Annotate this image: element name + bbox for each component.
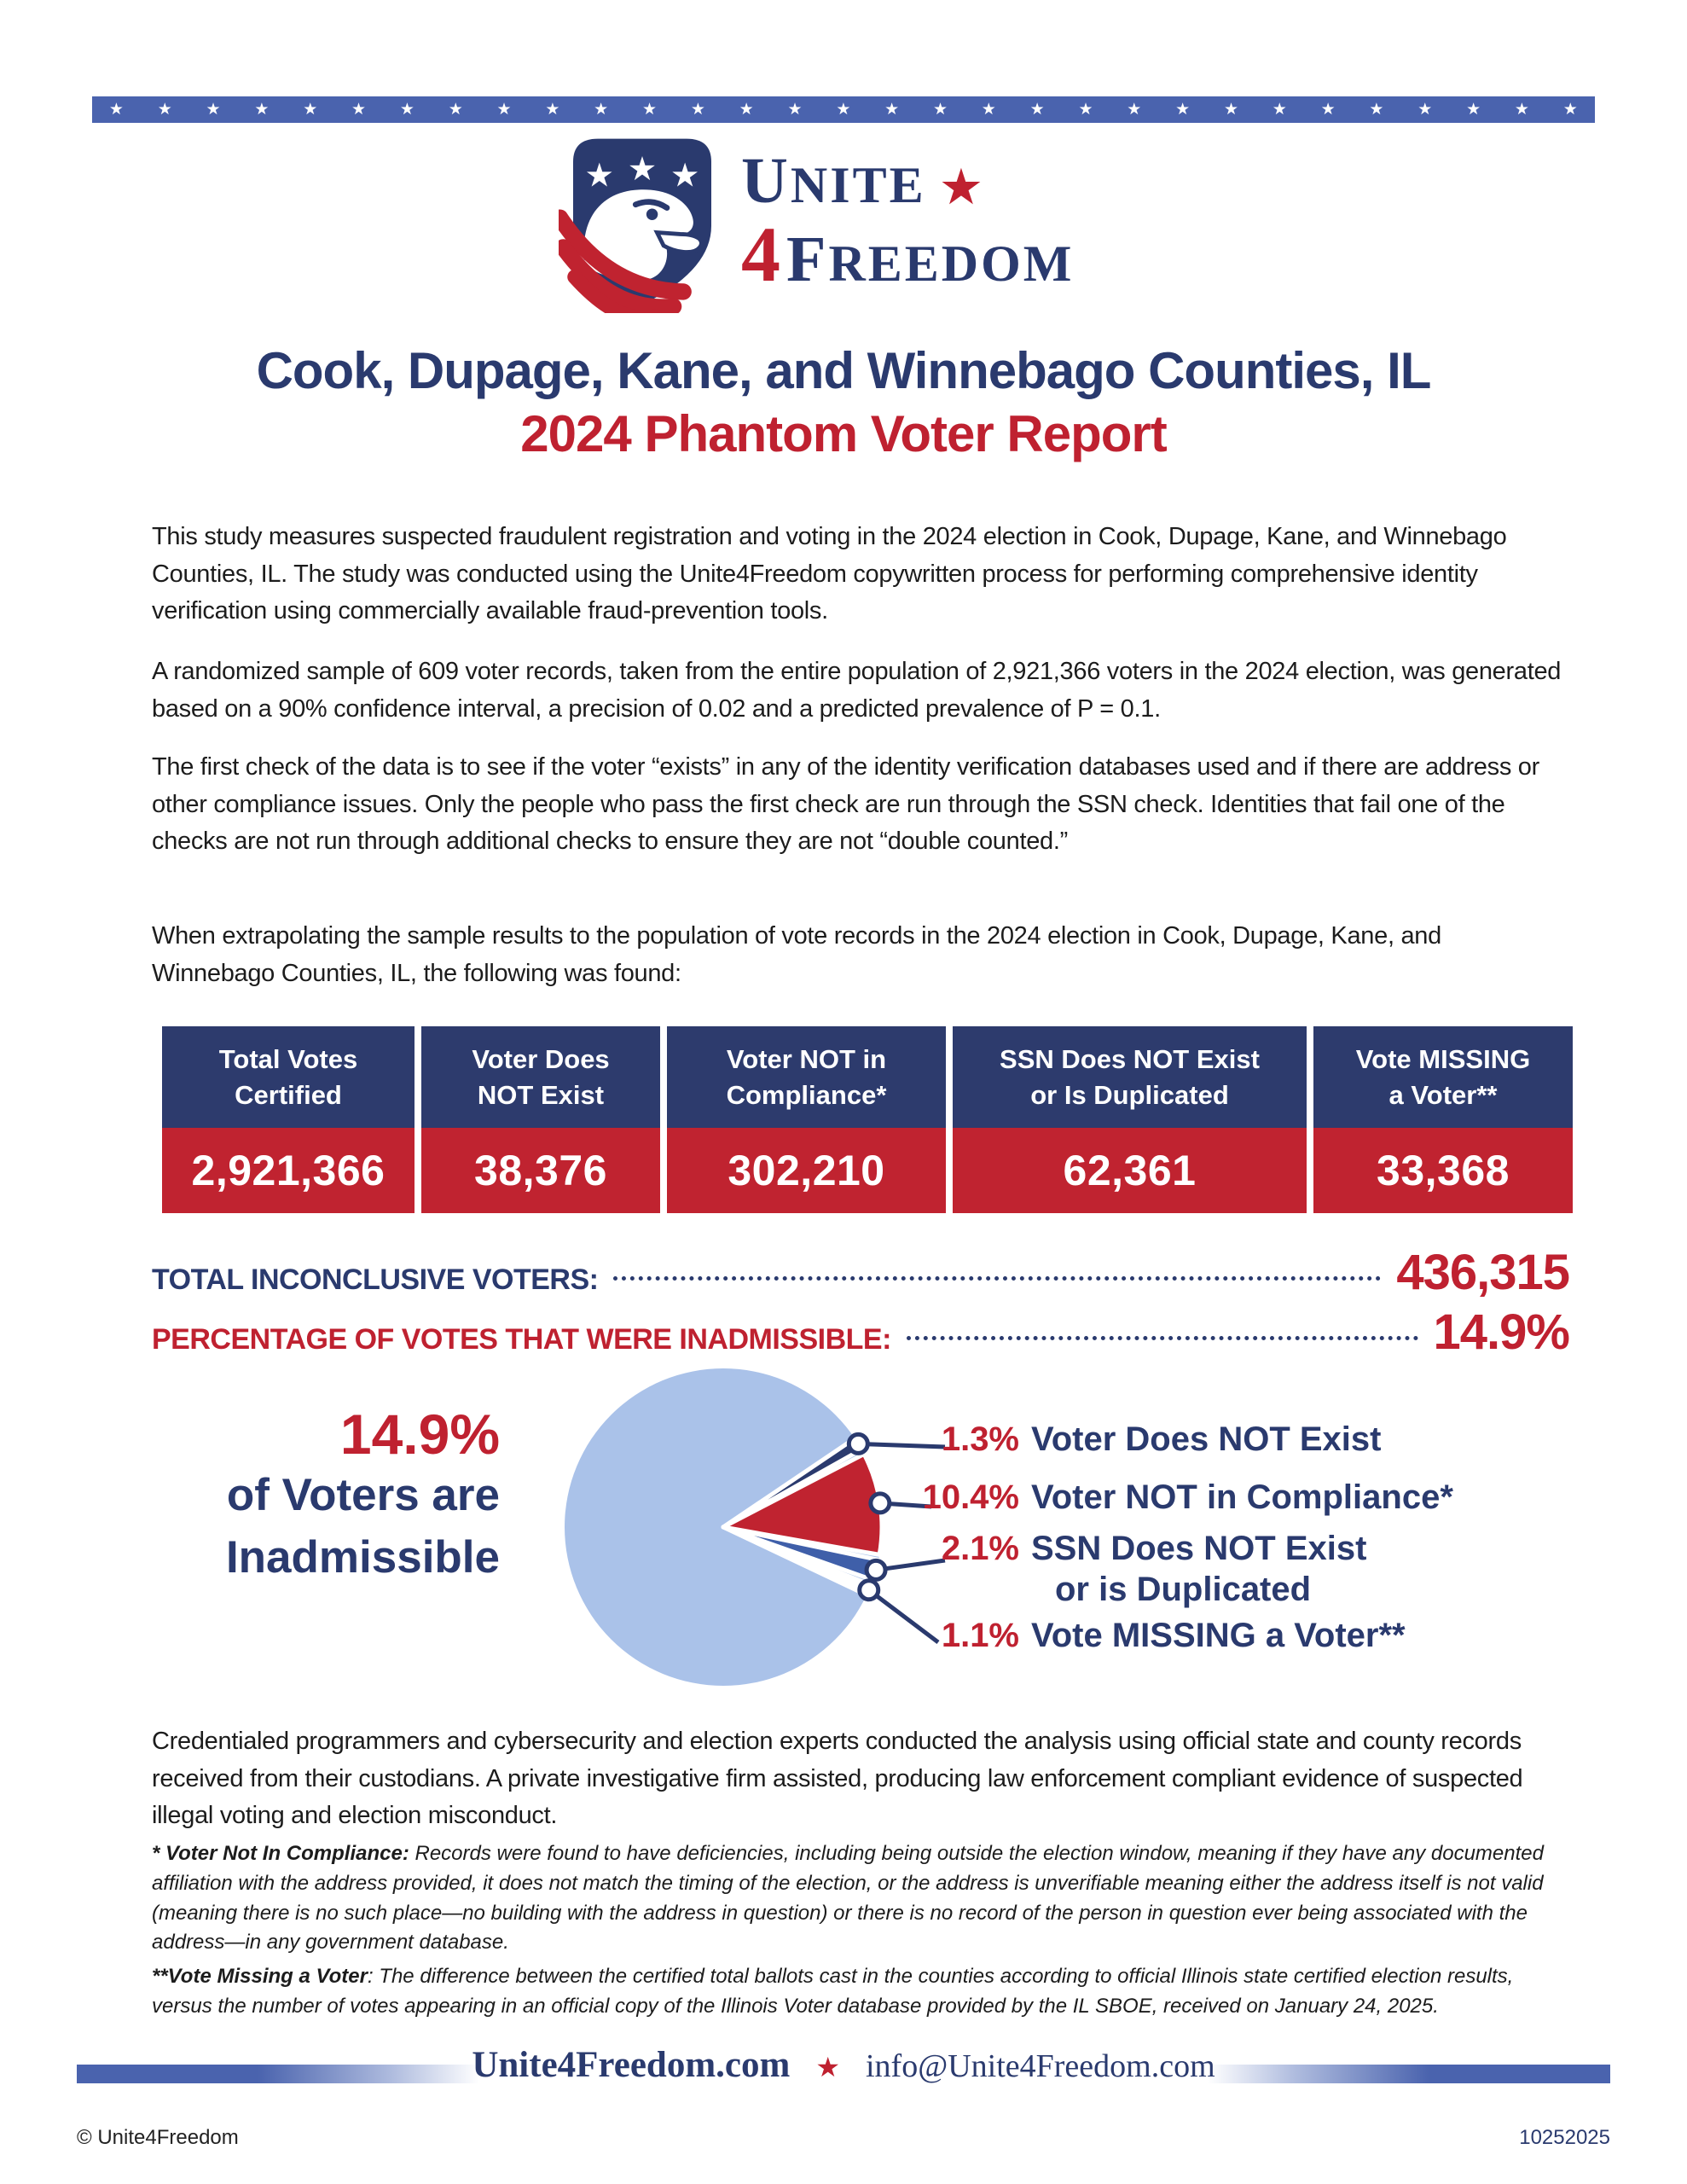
table-value: 62,361 bbox=[953, 1128, 1307, 1213]
header-line: Voter NOT in bbox=[726, 1043, 887, 1074]
header-line: NOT Exist bbox=[477, 1079, 605, 1110]
pie-label-pct: 1.3% bbox=[941, 1420, 1019, 1458]
header-line: Voter Does bbox=[472, 1043, 610, 1074]
star-icon: ★ bbox=[108, 101, 124, 119]
table-col-ssn bbox=[953, 1026, 1307, 1213]
star-icon: ★ bbox=[1369, 101, 1384, 119]
pie-summary-line3: Inadmissible bbox=[225, 1532, 500, 1583]
email-link[interactable]: info@Unite4Freedom.com bbox=[866, 2048, 1215, 2084]
eagle-shield-icon bbox=[559, 129, 726, 313]
star-icon: ★ bbox=[690, 101, 705, 119]
footnote-compliance bbox=[152, 1839, 1573, 1958]
footnote-lead: * Voter Not In Compliance: bbox=[152, 1842, 409, 1865]
percentage-inadmissible-value: 14.9% bbox=[1433, 1304, 1569, 1360]
table-value: 2,921,366 bbox=[162, 1128, 415, 1213]
footer-star-icon: ★ bbox=[815, 2052, 840, 2082]
star-icon: ★ bbox=[206, 101, 221, 119]
star-icon: ★ bbox=[1272, 101, 1287, 119]
table-col-total-votes bbox=[162, 1026, 415, 1213]
star-icon: ★ bbox=[1320, 101, 1336, 119]
pie-label-pct: 2.1% bbox=[941, 1530, 1019, 1567]
star-icon: ★ bbox=[545, 101, 560, 119]
logo-wordmark bbox=[741, 145, 1075, 298]
star-icon: ★ bbox=[932, 101, 948, 119]
table-header bbox=[421, 1026, 660, 1128]
star-icon: ★ bbox=[1029, 101, 1045, 119]
pie-label-pct: 1.1% bbox=[941, 1617, 1019, 1654]
analysis-paragraph: Credentialed programmers and cybersecurity and election experts conducted the analysis using official state and county records received from their custodians. A private investigative firm assisted, producing law enforcement compliant evidence of suspected illegal voting and election misconduct. bbox=[152, 1728, 1523, 1829]
header-line: Compliance* bbox=[726, 1079, 887, 1110]
star-icon: ★ bbox=[787, 101, 803, 119]
pie-summary-percent: 14.9% bbox=[339, 1403, 500, 1466]
header-line: SSN Does NOT Exist bbox=[1000, 1043, 1260, 1074]
star-icon: ★ bbox=[303, 101, 318, 119]
logo-star-icon: ★ bbox=[941, 164, 984, 212]
dotted-leader bbox=[907, 1336, 1418, 1340]
logo-freedom-initial: F bbox=[786, 224, 829, 295]
table-value: 38,376 bbox=[421, 1128, 660, 1213]
svg-text:★: ★ bbox=[627, 150, 658, 188]
svg-text:★: ★ bbox=[670, 157, 700, 195]
star-icon: ★ bbox=[254, 101, 270, 119]
star-icon: ★ bbox=[1175, 101, 1191, 119]
table-value: 33,368 bbox=[1313, 1128, 1573, 1213]
report-title: Cook, Dupage, Kane, and Winnebago Counties, IL bbox=[256, 342, 1431, 399]
results-table bbox=[162, 1026, 1566, 1213]
table-col-vote-missing bbox=[1313, 1026, 1573, 1213]
copyright: © Unite4Freedom bbox=[77, 2126, 239, 2149]
footer-center bbox=[0, 2044, 1687, 2086]
star-icon: ★ bbox=[594, 101, 609, 119]
pie-label-vote-missing bbox=[891, 1615, 1406, 1656]
star-icon: ★ bbox=[739, 101, 754, 119]
footnote-lead: **Vote Missing a Voter bbox=[152, 1965, 368, 1988]
method-paragraph: The first check of the data is to see if the voter “exists” in any of the identity verification databases used and if there are address or other compliance issues. Only the people who pass the first check are run through the SSN check. Identities that fail one of the checks are not run through additional checks to ensure they are not “double counted.” bbox=[152, 753, 1539, 855]
star-icon: ★ bbox=[1078, 101, 1093, 119]
logo-unite-rest: NITE bbox=[790, 157, 926, 213]
star-icon: ★ bbox=[884, 101, 900, 119]
percentage-inadmissible-row bbox=[152, 1304, 1569, 1361]
table-col-not-in-compliance bbox=[667, 1026, 946, 1213]
doc-code: 10252025 bbox=[1519, 2126, 1610, 2149]
header-line: Total Votes bbox=[218, 1043, 358, 1074]
table-header bbox=[1313, 1026, 1573, 1128]
star-icon: ★ bbox=[496, 101, 512, 119]
logo-freedom-rest: REEDOM bbox=[828, 235, 1075, 292]
site-link[interactable]: Unite4Freedom.com bbox=[472, 2045, 791, 2085]
star-icon: ★ bbox=[399, 101, 415, 119]
pie-label-text: Vote MISSING a Voter** bbox=[1031, 1617, 1406, 1654]
dotted-leader bbox=[613, 1276, 1381, 1281]
star-icon: ★ bbox=[981, 101, 996, 119]
star-icon: ★ bbox=[1562, 101, 1578, 119]
star-icon: ★ bbox=[157, 101, 172, 119]
star-icon: ★ bbox=[1417, 101, 1433, 119]
pie-label-text: Voter NOT in Compliance* bbox=[1031, 1478, 1453, 1516]
table-header bbox=[953, 1026, 1307, 1128]
pie-label-ssn bbox=[891, 1528, 1366, 1610]
star-icon: ★ bbox=[836, 101, 851, 119]
star-icon: ★ bbox=[1514, 101, 1529, 119]
total-inconclusive-value: 436,315 bbox=[1396, 1245, 1569, 1300]
logo-unite-initial: U bbox=[741, 145, 791, 217]
pie-label-line2: or is Duplicated bbox=[1055, 1571, 1312, 1608]
table-header bbox=[667, 1026, 946, 1128]
header-line: Vote MISSING bbox=[1355, 1043, 1531, 1074]
table-header bbox=[162, 1026, 415, 1128]
intro-paragraph: This study measures suspected fraudulent registration and voting in the 2024 election in Cook, Dupage, Kane, and Winnebago Counties, IL. The study was conducted using the Unite4Freedom copywritten process for performing comprehensive identity verification using commercially available fraud-prevention tools. bbox=[152, 523, 1507, 624]
footnote-text: Records were found to have deficiencies, including being outside the election window, meaning if they have any documented affiliation with the address provided, it does not match the timing of the election, or the address is unverifiable meaning either the address itself is not valid (meaning there is no such place—no building with the address in question) or there is no record of the person in question ever being associated with the address—in any government database. bbox=[152, 1842, 1544, 1955]
header-line: Certified bbox=[235, 1079, 342, 1110]
total-inconclusive-label: TOTAL INCONCLUSIVE VOTERS: bbox=[152, 1263, 599, 1296]
percentage-inadmissible-label: PERCENTAGE OF VOTES THAT WERE INADMISSIBLE: bbox=[152, 1323, 891, 1356]
svg-text:★: ★ bbox=[584, 157, 615, 195]
star-icon: ★ bbox=[1466, 101, 1481, 119]
total-inconclusive-row bbox=[152, 1244, 1569, 1301]
footnote-missing-voter bbox=[152, 1962, 1573, 2022]
pie-summary-line2: of Voters are bbox=[226, 1470, 500, 1521]
star-icon: ★ bbox=[1223, 101, 1238, 119]
pie-label-line1: SSN Does NOT Exist bbox=[1031, 1530, 1367, 1567]
star-icon: ★ bbox=[351, 101, 367, 119]
footnote-text: : The difference between the certified total ballots cast in the counties according to official Illinois state certified election results, versus the number of votes appearing in an official copy of the Illinois Voter database provided by the IL SBOE, received on January 24, 2025. bbox=[152, 1965, 1514, 2018]
star-icon: ★ bbox=[1127, 101, 1142, 119]
report-subtitle: 2024 Phantom Voter Report bbox=[520, 405, 1167, 462]
pie-summary bbox=[145, 1405, 500, 1589]
star-icon: ★ bbox=[642, 101, 658, 119]
pie-label-not-in-compliance bbox=[891, 1477, 1453, 1518]
extrapolation-paragraph: When extrapolating the sample results to the population of vote records in the 2024 election in Cook, Dupage, Kane, and Winnebago Counties, IL, the following was found: bbox=[152, 922, 1441, 987]
table-value: 302,210 bbox=[667, 1128, 946, 1213]
sample-paragraph: A randomized sample of 609 voter records, taken from the entire population of 2,921,366 voters in the 2024 election, was generated based on a 90% confidence interval, a precision of 0.02 and a predicted prevalence of P = 0.1. bbox=[152, 658, 1562, 723]
pie-chart-section bbox=[0, 1361, 1687, 1706]
pie-label-pct: 10.4% bbox=[922, 1478, 1019, 1516]
pie-label-text bbox=[1031, 1528, 1366, 1610]
header-line: a Voter** bbox=[1388, 1079, 1498, 1110]
header-line: or Is Duplicated bbox=[1030, 1079, 1229, 1110]
table-col-voter-not-exist bbox=[421, 1026, 660, 1213]
logo-four: 4 bbox=[741, 211, 783, 298]
star-border-top bbox=[92, 96, 1595, 123]
org-logo bbox=[559, 128, 1139, 314]
pie-label-voter-not-exist bbox=[891, 1419, 1381, 1460]
star-icon: ★ bbox=[448, 101, 463, 119]
pie-label-text: Voter Does NOT Exist bbox=[1031, 1420, 1382, 1458]
